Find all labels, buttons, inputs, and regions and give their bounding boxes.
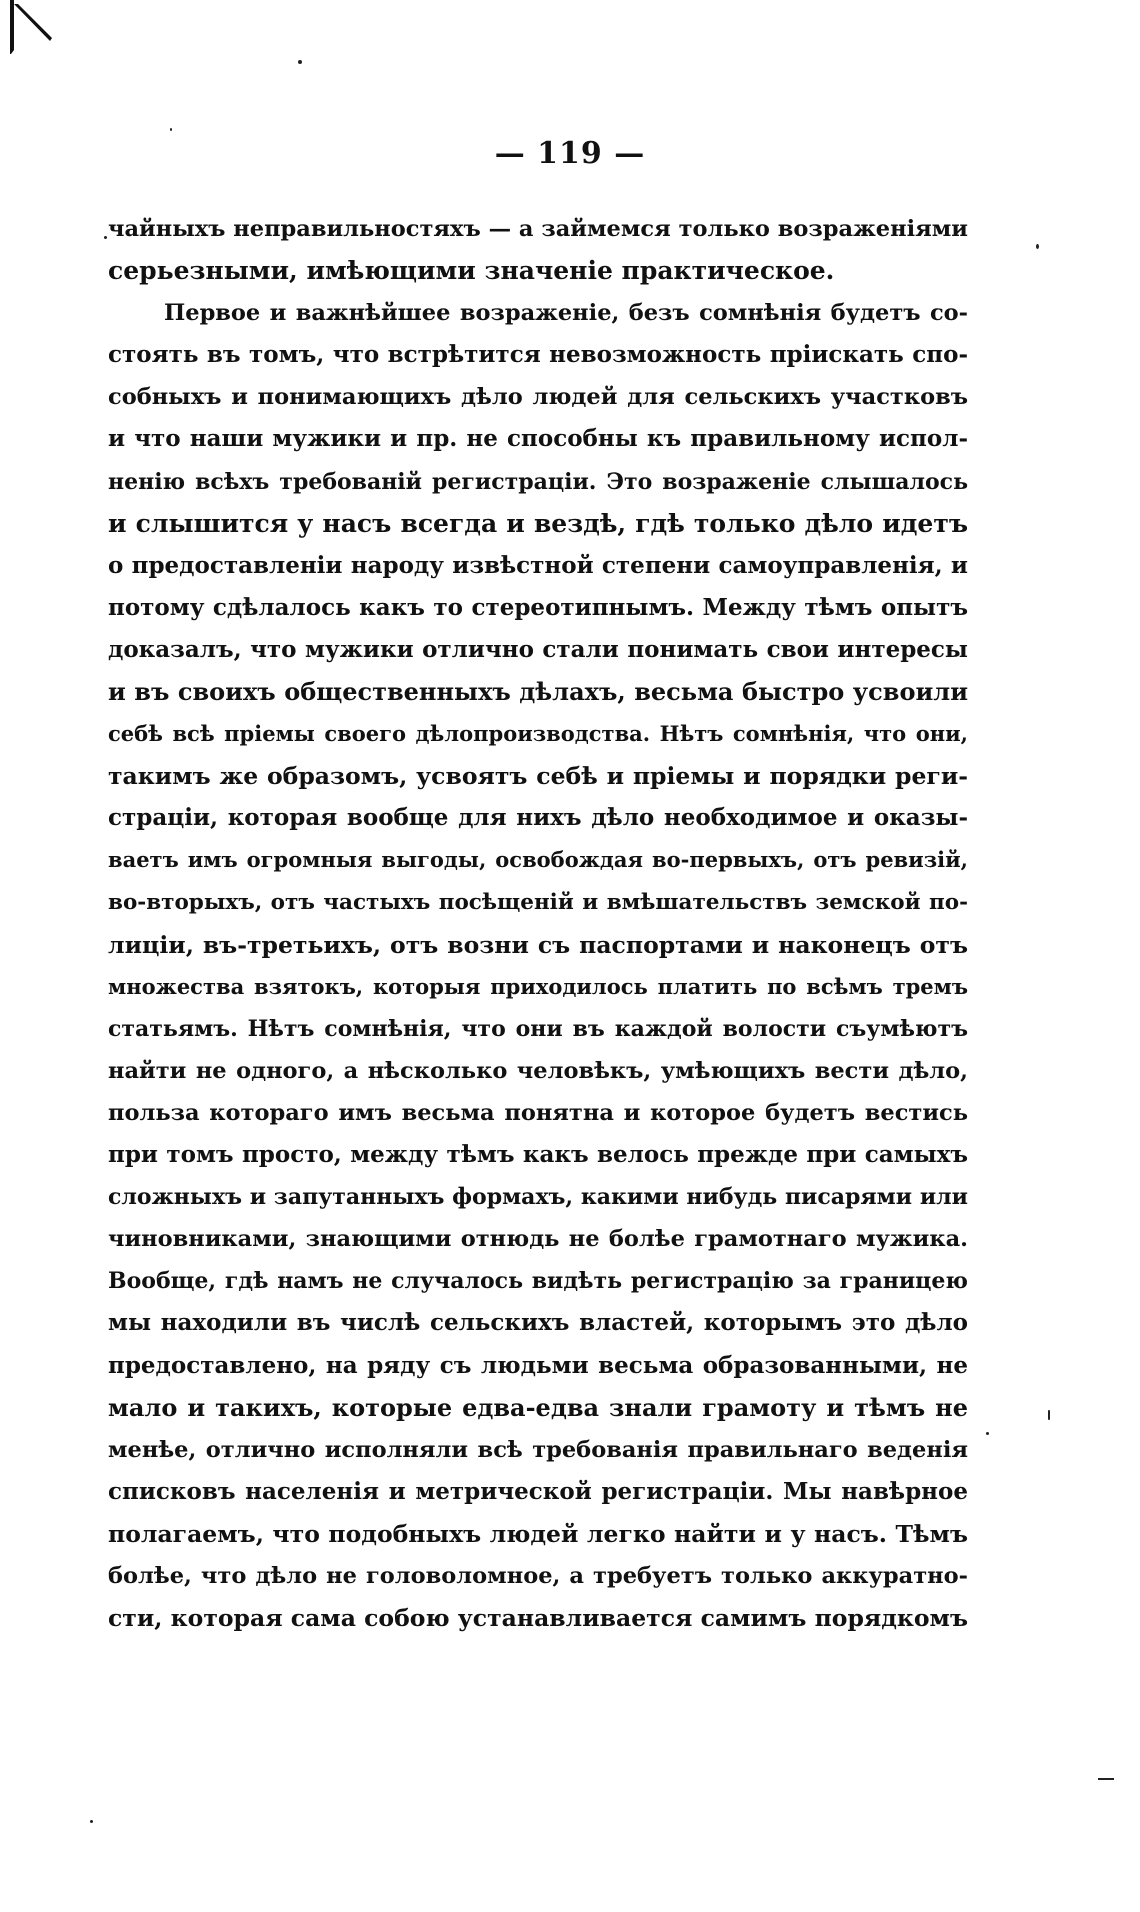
- corner-bracket-mark: [8, 0, 56, 54]
- text-line: такимъ же образомъ, усвоятъ себѣ и пріемы и порядки реги-: [108, 762, 968, 791]
- ink-speck: [170, 128, 172, 131]
- text-line: ненію всѣхъ требованій регистраціи. Это возраженіе слышалось: [108, 468, 968, 495]
- text-line: статьямъ. Нѣтъ сомнѣнія, что они въ каждой волости съумѣютъ: [108, 1015, 968, 1042]
- text-line: и слышится у насъ всегда и вездѣ, гдѣ только дѣло идетъ: [108, 508, 968, 538]
- text-line: польза котораго имъ весьма понятна и которое будетъ вестись: [108, 1099, 968, 1126]
- text-line: мы находили въ числѣ сельскихъ властей, которымъ это дѣло: [108, 1309, 968, 1337]
- text-line: полагаемъ, что подобныхъ людей легко найти и у насъ. Тѣмъ: [108, 1519, 968, 1548]
- text-line: во-вторыхъ, отъ частыхъ посѣщеній и вмѣшательствъ земской по-: [108, 889, 968, 915]
- ink-speck: [1048, 1410, 1050, 1420]
- text-line: и въ своихъ общественныхъ дѣлахъ, весьма быстро усвоили: [108, 677, 968, 707]
- text-line: страціи, которая вообще для нихъ дѣло необходимое и оказы-: [108, 804, 968, 832]
- ink-speck: [104, 236, 107, 239]
- ink-speck: [986, 1432, 989, 1435]
- ink-speck: [1036, 244, 1039, 249]
- ink-dash: [1098, 1778, 1114, 1780]
- text-line: потому сдѣлалось какъ то стереотипнымъ. Между тѣмъ опытъ: [108, 593, 968, 621]
- text-line: себѣ всѣ пріемы своего дѣлопроизводства. Нѣтъ сомнѣнія, что они,: [108, 721, 968, 747]
- text-line: множества взятокъ, которыя приходилось платить по всѣмъ тремъ: [108, 973, 968, 999]
- text-line: сложныхъ и запутанныхъ формахъ, какими нибудь писарями или: [108, 1184, 968, 1211]
- text-line: мало и такихъ, которые едва-едва знали грамоту и тѣмъ не: [108, 1392, 968, 1422]
- text-line: лиціи, въ-третьихъ, отъ возни съ паспортами и наконецъ отъ: [108, 930, 968, 959]
- text-line: доказалъ, что мужики отлично стали понимать свои интересы: [108, 635, 968, 663]
- page-number: — 119 —: [494, 136, 646, 171]
- text-line: чайныхъ неправильностяхъ — а займемся только возраженіями: [108, 216, 968, 242]
- text-line: о предоставленіи народу извѣстной степени самоуправленія, и: [108, 551, 968, 579]
- text-line: Первое и важнѣйшее возраженіе, безъ сомнѣнія будетъ со-: [164, 300, 968, 327]
- text-line: болѣе, что дѣло не головоломное, а требуетъ только аккуратно-: [108, 1563, 968, 1589]
- text-line: сти, которая сама собою устанавливается самимъ порядкомъ: [108, 1604, 968, 1633]
- text-line: Вообще, гдѣ намъ не случалось видѣть регистрацію за границею: [108, 1268, 968, 1295]
- text-line: менѣе, отлично исполняли всѣ требованія правильнаго веденія: [108, 1436, 968, 1463]
- text-line: списковъ населенія и метрической регистраціи. Мы навѣрное: [108, 1477, 968, 1505]
- body-text: [108, 208, 968, 1639]
- text-line: ваетъ имъ огромныя выгоды, освобождая во-первыхъ, отъ ревизій,: [108, 847, 968, 873]
- text-line: серьезными, имѣющими значеніе практическое.: [108, 256, 835, 286]
- ink-speck: [90, 1820, 93, 1823]
- text-line: собныхъ и понимающихъ дѣло людей для сельскихъ участковъ: [108, 384, 968, 411]
- text-line: при томъ просто, между тѣмъ какъ велось прежде при самыхъ: [108, 1141, 968, 1169]
- text-line: чиновниками, знающими отнюдь не болѣе грамотнаго мужика.: [108, 1226, 968, 1253]
- ink-speck: [298, 60, 302, 64]
- text-line: найти не одного, а нѣсколько человѣкъ, умѣющихъ вести дѣло,: [108, 1057, 968, 1084]
- text-line: и что наши мужики и пр. не способны къ правильному испол-: [108, 425, 968, 453]
- text-line: предоставлено, на ряду съ людьми весьма образованными, не: [108, 1351, 968, 1379]
- text-line: стоять въ томъ, что встрѣтится невозможность пріискать спо-: [108, 341, 968, 369]
